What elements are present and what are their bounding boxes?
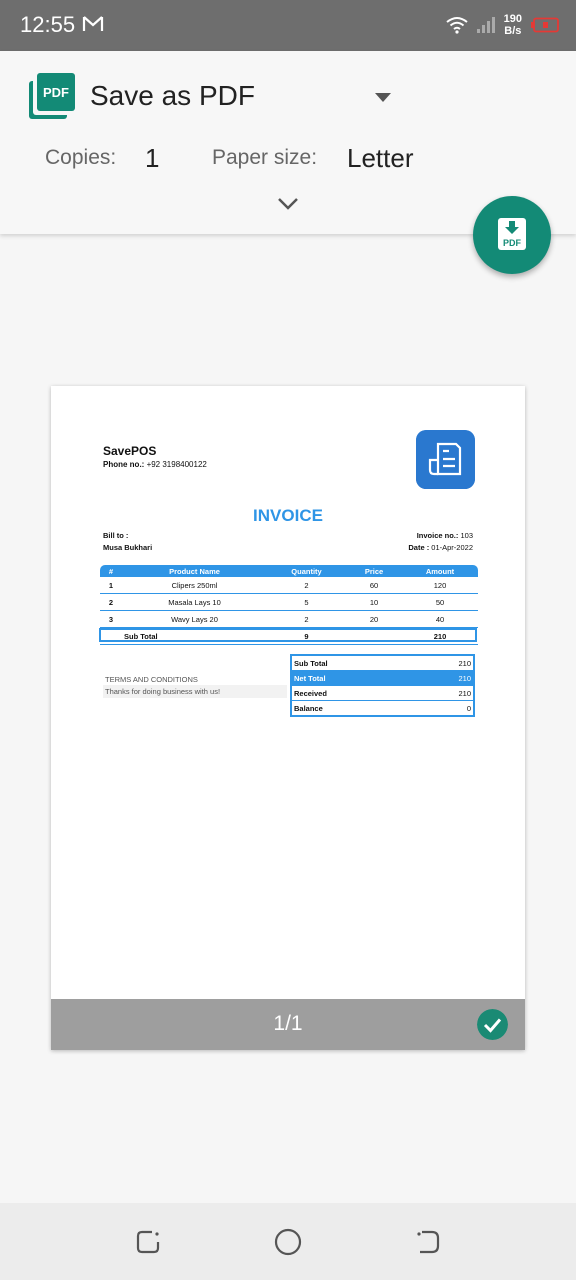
phone-label: Phone no.: <box>103 460 145 469</box>
page-footer <box>51 999 525 1050</box>
gmail-icon <box>82 15 104 33</box>
svg-text:PDF: PDF <box>43 85 69 100</box>
status-bar <box>0 0 576 51</box>
pdf-logo-icon <box>29 73 75 119</box>
row-number: 3 <box>100 611 122 628</box>
terms-title: TERMS AND CONDITIONS <box>105 675 198 684</box>
row-product: Clipers 250ml <box>122 577 267 594</box>
invoice-title: INVOICE <box>253 506 323 525</box>
summary-value: 210 <box>458 673 471 683</box>
bill-to-label: Bill to : <box>103 531 129 540</box>
chevron-down-icon[interactable] <box>276 196 300 212</box>
row-amount: 40 <box>402 611 478 628</box>
net-speed-value: 190 <box>503 13 522 25</box>
summary-value: 0 <box>466 703 471 713</box>
summary-row <box>292 701 473 715</box>
status-time: 12:55 <box>20 12 76 37</box>
row-quantity: 5 <box>267 594 346 611</box>
summary-label: Sub Total <box>294 658 328 668</box>
back-icon[interactable] <box>414 1228 442 1256</box>
column-header: Product Name <box>122 565 267 577</box>
business-name: SavePOS <box>103 444 157 458</box>
subtotal-amount: 210 <box>402 628 478 645</box>
table-row <box>100 611 478 628</box>
row-amount: 120 <box>402 577 478 594</box>
page-indicator: 1/1 <box>273 1012 303 1035</box>
svg-text:PDF: PDF <box>503 238 521 248</box>
net-speed-unit: B/s <box>504 25 522 37</box>
row-price: 20 <box>346 611 402 628</box>
subtotal-outline <box>99 628 477 642</box>
home-icon[interactable] <box>274 1228 302 1256</box>
paper-size-value[interactable]: Letter <box>347 143 414 173</box>
net-speed <box>504 13 522 37</box>
app-logo-icon <box>416 430 475 489</box>
subtotal-label: Sub Total <box>122 628 267 645</box>
summary-value: 210 <box>458 658 471 668</box>
row-number: 2 <box>100 594 122 611</box>
summary-label: Balance <box>294 703 323 713</box>
row-quantity: 2 <box>267 611 346 628</box>
recent-apps-icon[interactable] <box>134 1228 162 1256</box>
phone-value: +92 3198400122 <box>146 460 207 469</box>
row-quantity: 2 <box>267 577 346 594</box>
column-header: Amount <box>402 565 478 577</box>
row-product: Wavy Lays 20 <box>122 611 267 628</box>
row-amount: 50 <box>402 594 478 611</box>
copies-label: Copies: <box>45 146 117 169</box>
row-number: 1 <box>100 577 122 594</box>
invoice-date-label: Date : <box>408 543 430 552</box>
summary-label: Received <box>294 688 327 698</box>
column-header: Price <box>346 565 402 577</box>
invoice-date <box>408 543 473 552</box>
summary-box <box>290 654 475 717</box>
printer-dropdown-icon[interactable] <box>375 93 391 102</box>
status-icons <box>446 10 560 40</box>
copies-value[interactable]: 1 <box>145 143 160 173</box>
signal-icon <box>476 16 496 34</box>
summary-row <box>292 656 473 671</box>
summary-value: 210 <box>458 688 471 698</box>
summary-row <box>292 671 473 686</box>
terms-text: Thanks for doing business with us! <box>103 685 287 698</box>
table-row <box>100 577 478 594</box>
navigation-bar <box>0 1203 576 1280</box>
invoice-date-value: 01-Apr-2022 <box>431 543 473 552</box>
summary-row <box>292 686 473 701</box>
pdf-download-icon <box>498 218 526 250</box>
row-product: Masala Lays 10 <box>122 594 267 611</box>
download-pdf-button[interactable] <box>473 196 551 274</box>
row-price: 60 <box>346 577 402 594</box>
wifi-icon <box>446 16 468 34</box>
invoice-number-label: Invoice no.: <box>416 531 459 540</box>
pdf-preview-page[interactable] <box>51 386 525 1050</box>
bill-to-name: Musa Bukhari <box>103 543 153 552</box>
invoice-number <box>417 531 473 540</box>
paper-size-label: Paper size: <box>212 146 318 169</box>
table-row <box>100 594 478 611</box>
column-header: # <box>100 565 122 577</box>
battery-icon <box>530 17 560 33</box>
table-header-row <box>100 565 478 577</box>
invoice-number-value: 103 <box>460 531 473 540</box>
column-header: Quantity <box>267 565 346 577</box>
page-selected-check-icon[interactable] <box>477 1009 508 1040</box>
row-price: 10 <box>346 594 402 611</box>
printer-select[interactable]: Save as PDF <box>90 80 255 111</box>
subtotal-quantity: 9 <box>267 628 346 645</box>
summary-label: Net Total <box>294 673 326 683</box>
business-phone <box>103 460 207 469</box>
